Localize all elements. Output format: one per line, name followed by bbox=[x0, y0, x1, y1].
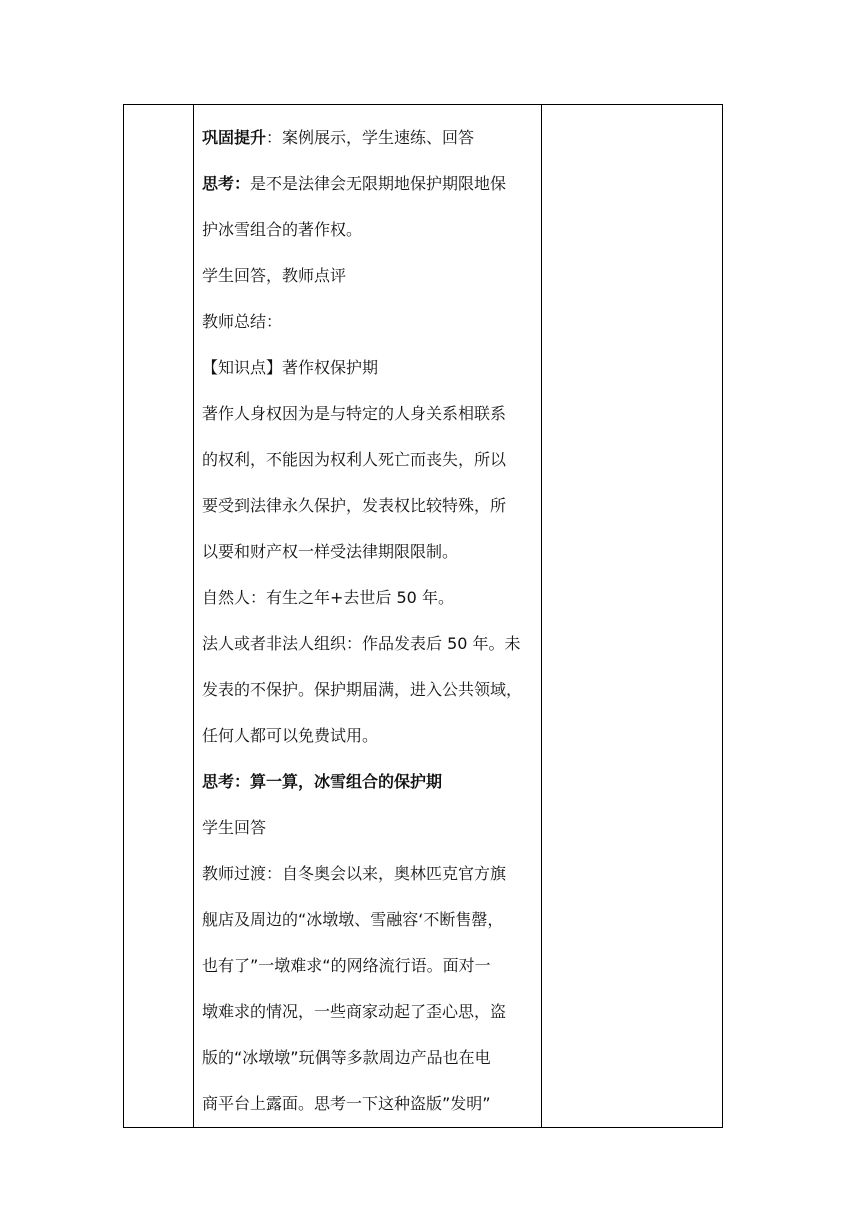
text-line: 墩难求的情况，一些商家动起了歪心思，盗 bbox=[202, 1002, 507, 1021]
lesson-table bbox=[123, 104, 723, 1128]
middle-column-cell bbox=[194, 105, 542, 1128]
table-row bbox=[124, 105, 723, 1128]
text-line: 学生回答，教师点评 bbox=[202, 266, 347, 285]
left-column-cell bbox=[124, 105, 194, 1128]
text-line: 版的“冰墩墩”玩偶等多款周边产品也在电 bbox=[202, 1048, 491, 1067]
text-line: 也有了”一墩难求“的网络流行语。面对一 bbox=[202, 956, 491, 975]
knowledge-point-heading: 【知识点】著作权保护期 bbox=[202, 358, 379, 377]
bold-heading: 思考：算一算，冰雪组合的保护期 bbox=[202, 772, 443, 791]
text-line: 以要和财产权一样受法律期限限制。 bbox=[202, 542, 459, 561]
teaching-content bbox=[194, 105, 541, 1127]
text-line: 发表的不保护。保护期届满，进入公共领域， bbox=[202, 680, 523, 699]
bold-heading: 巩固提升 bbox=[202, 128, 267, 147]
bold-heading: 思考： bbox=[202, 174, 251, 193]
text-line: 法人或者非法人组织：作品发表后 50 年。未 bbox=[202, 634, 521, 653]
text-span: ：案例展示，学生速练、回答 bbox=[266, 128, 475, 147]
text-line: 商平台上露面。思考一下这种盗版”发明” bbox=[202, 1094, 491, 1113]
text-line: 舰店及周边的“冰墩墩、雪融容‘不断售罄， bbox=[202, 910, 504, 929]
text-line: 的权利，不能因为权利人死亡而丧失，所以 bbox=[202, 450, 507, 469]
text-line: 任何人都可以免费试用。 bbox=[202, 726, 379, 745]
right-column-cell bbox=[542, 105, 723, 1128]
text-line: 学生回答 bbox=[202, 818, 267, 837]
text-line: 要受到法律永久保护，发表权比较特殊，所 bbox=[202, 496, 507, 515]
text-line bbox=[202, 759, 537, 805]
text-line: 教师总结： bbox=[202, 312, 283, 331]
text-line bbox=[202, 115, 537, 161]
text-span: 是不是法律会无限期地保护期限地保 bbox=[250, 174, 507, 193]
text-line: 著作人身权因为是与特定的人身关系相联系 bbox=[202, 404, 507, 423]
text-line bbox=[202, 161, 537, 207]
text-line: 自然人：有生之年+去世后 50 年。 bbox=[202, 588, 454, 607]
text-line: 护冰雪组合的著作权。 bbox=[202, 220, 363, 239]
text-line: 教师过渡：自冬奥会以来，奥林匹克官方旗 bbox=[202, 864, 507, 883]
